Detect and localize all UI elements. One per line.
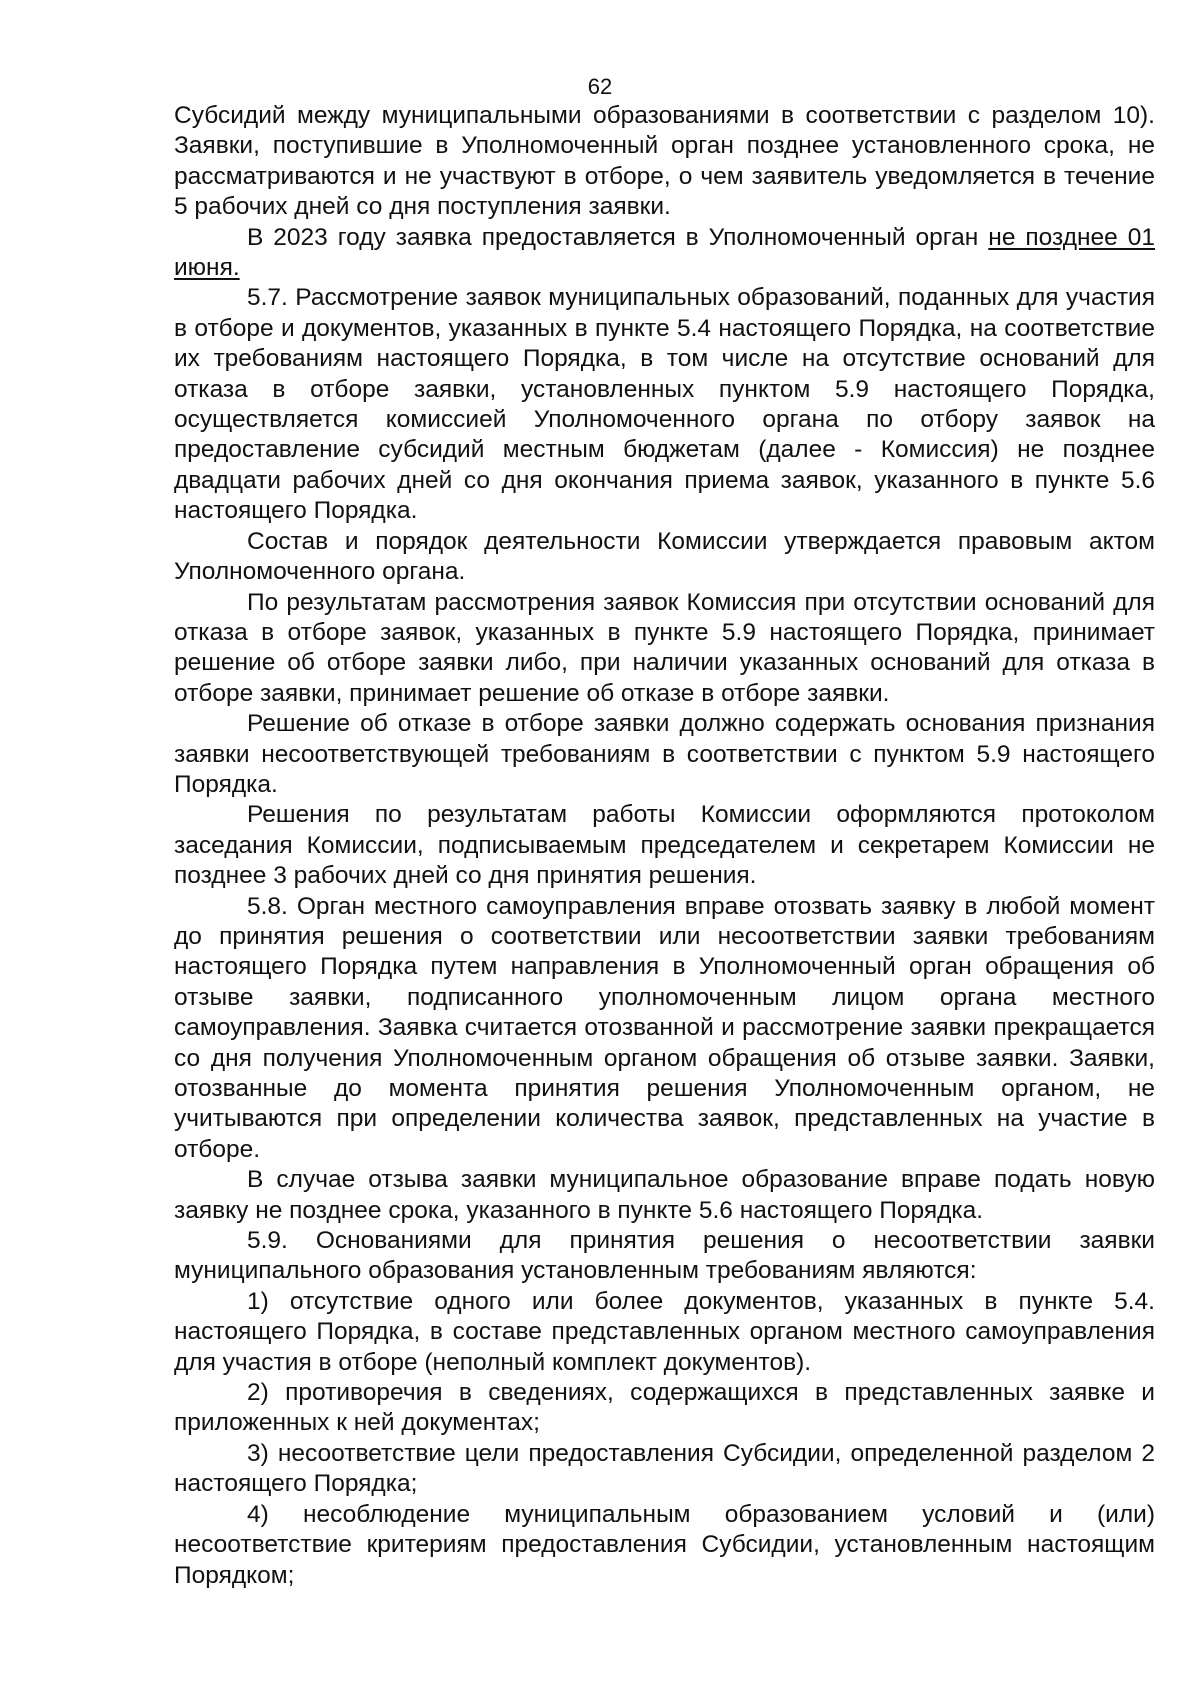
paragraph-commission-protocol: Решения по результатам работы Комиссии оформляются протоколом заседания Комиссии, подписываемым председателем и секретарем Комиссии не позднее 3 рабочих дней со дня принятия решения. xyxy=(174,801,1155,890)
paragraph-5-8: 5.8. Орган местного самоуправления вправе отозвать заявку в любой момент до принятия решения о соответствии или несоответствии заявки требованиям настоящего Порядка путем направления в Уполномоченный орган обращения об отзыве заявки, подписанного уполномоченным лицом органа местного самоуправления. Заявка считается отозванной и рассмотрение заявки прекращается со дня получения Уполномоченным органом обращения об отзыве заявки. Заявки, отозванные до момента принятия решения Уполномоченным органом, не учитываются при определении количества заявок, представленных на участие в отборе. xyxy=(174,892,1155,1163)
paragraph-refusal-decision: Решение об отказе в отборе заявки должно содержать основания признания заявки несоответствующей требованиям в соответствии с пунктом 5.9 настоящего Порядка. xyxy=(174,710,1155,798)
paragraph-continuation: Субсидий между муниципальными образованиями в соответствии с разделом 10). Заявки, поступившие в Уполномоченный орган позднее установленного срока, не рассматриваются и не участвуют в отборе, о чем заявитель уведомляется в течение 5 рабочих дней со дня поступления заявки. xyxy=(174,102,1155,221)
list-item-3: 3) несоответствие цели предоставления Субсидии, определенной разделом 2 настоящего Порядка; xyxy=(174,1439,1155,1498)
paragraph-deadline-2023 xyxy=(174,223,1155,284)
list-item-4: 4) несоблюдение муниципальным образованием условий и (или) несоответствие критериям предоставления Субсидии, установленным настоящим Порядком; xyxy=(174,1500,1155,1589)
page-number: 62 xyxy=(587,74,613,99)
paragraph-commission-composition: Состав и порядок деятельности Комиссии утверждается правовым актом Уполномоченного органа. xyxy=(174,527,1155,586)
paragraph-5-9: 5.9. Основаниями для принятия решения о несоответствии заявки муниципального образования установленным требованиям являются: xyxy=(174,1227,1155,1285)
paragraph-review-results: По результатам рассмотрения заявок Комиссия при отсутствии оснований для отказа в отборе заявок, указанных в пункте 5.9 настоящего Порядка, принимает решение об отборе заявки либо, при наличии указанных оснований для отказа в отборе заявки, принимает решение об отказе в отборе заявки. xyxy=(174,588,1155,707)
paragraph-5-7: 5.7. Рассмотрение заявок муниципальных образований, поданных для участия в отборе и документов, указанных в пункте 5.4 настоящего Порядка, на соответствие их требованиям настоящего Порядка, в том числе на отсутствие оснований для отказа в отборе заявки, установленных пунктом 5.9 настоящего Порядка, осуществляется комиссией Уполномоченного органа по отбору заявок на предоставление субсидий местным бюджетам (далее - Комиссия) не позднее двадцати рабочих дней со дня окончания приема заявок, указанного в пункте 5.6 настоящего Порядка. xyxy=(174,284,1155,525)
list-item-2: 2) противоречия в сведениях, содержащихся в представленных заявке и приложенных к ней документах; xyxy=(174,1379,1155,1437)
paragraph-new-application: В случае отзыва заявки муниципальное образование вправе подать новую заявку не позднее срока, указанного в пункте 5.6 настоящего Порядка. xyxy=(174,1166,1155,1224)
deadline-date: не позднее 01 июня. xyxy=(174,223,1155,282)
document-body xyxy=(174,101,1155,1591)
list-item-1: 1) отсутствие одного или более документов, указанных в пункте 5.4. настоящего Порядка, в составе представленных органом местного самоуправления для участия в отборе (неполный комплект документов). xyxy=(174,1287,1155,1376)
deadline-text: В 2023 году заявка предоставляется в Уполномоченный орган xyxy=(247,223,989,251)
